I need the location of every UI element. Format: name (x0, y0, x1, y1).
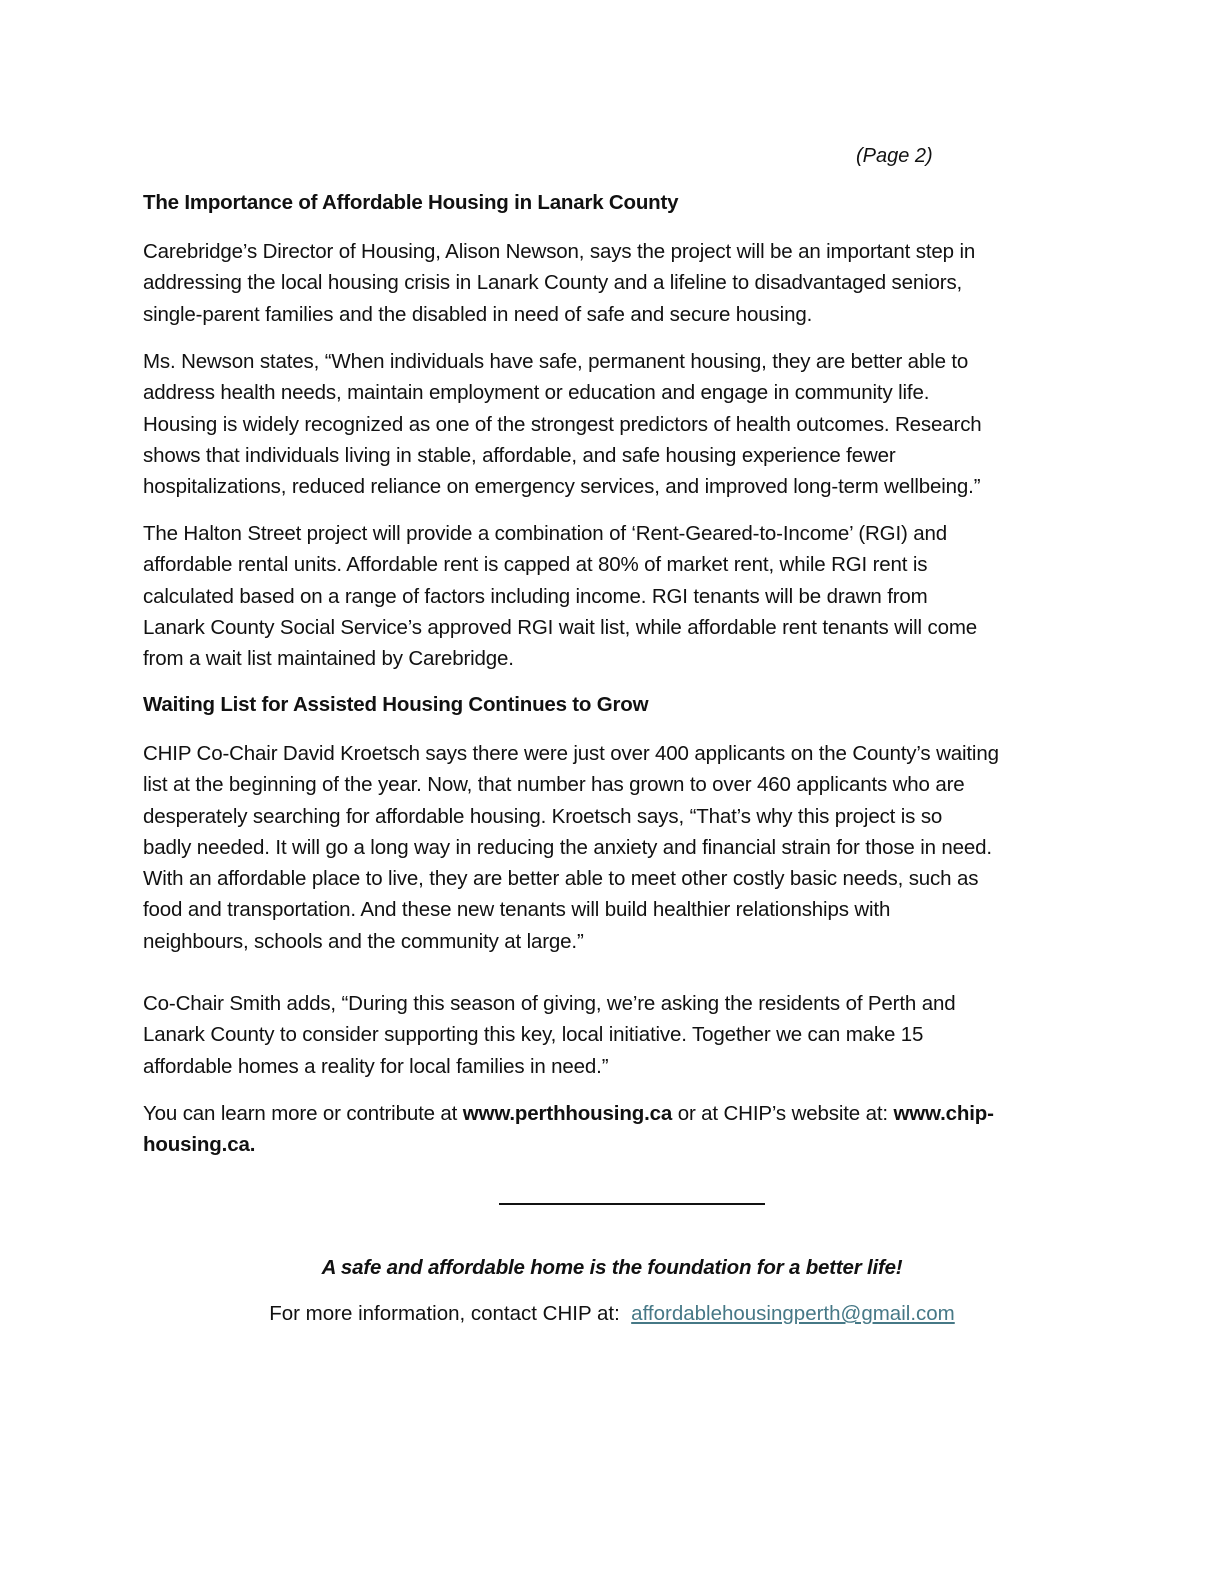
text-line: badly needed. It will go a long way in reducing the anxiety and financial strain for those in need. (143, 835, 992, 859)
contact-prefix: For more information, contact CHIP at: (269, 1302, 632, 1325)
text-line: Carebridge’s Director of Housing, Alison Newson, says the project will be an important step in (143, 240, 976, 263)
paragraph-kroetsch-quote (143, 738, 1118, 957)
contact-line (0, 1302, 1224, 1326)
slogan: A safe and affordable home is the foundation for a better life! (321, 1256, 903, 1279)
section-heading-importance: The Importance of Affordable Housing in Lanark County (143, 191, 679, 214)
text-line: Housing is widely recognized as one of the strongest predictors of health outcomes. Research (143, 412, 982, 436)
text-line: CHIP Co-Chair David Kroetsch says there were just over 400 applicants on the County’s waiting (143, 742, 999, 765)
text-line: addressing the local housing crisis in Lanark County and a lifeline to disadvantaged seniors, (143, 271, 963, 295)
paragraph-smith-quote (143, 988, 1118, 1082)
text-line: list at the beginning of the year. Now, that number has grown to over 460 applicants who are (143, 773, 965, 797)
text-line: single-parent families and the disabled in need of safe and secure housing. (143, 302, 813, 326)
paragraph-halton-street (143, 518, 1118, 674)
page-number: (Page 2) (856, 145, 933, 167)
paragraph-learn-more (143, 1098, 1118, 1161)
text-line: affordable homes a reality for local families in need.” (143, 1054, 609, 1078)
text-line: food and transportation. And these new tenants will build healthier relationships with (143, 898, 891, 922)
text-line: Lanark County Social Service’s approved RGI wait list, while affordable rent tenants will come (143, 615, 978, 639)
text-line: neighbours, schools and the community at large.” (143, 929, 584, 953)
text-line: desperately searching for affordable housing. Kroetsch says, “That’s why this project is so (143, 804, 943, 828)
text-line: shows that individuals living in stable, affordable, and safe housing experience fewer (143, 443, 896, 467)
text-line: Co-Chair Smith adds, “During this season of giving, we’re asking the residents of Perth and (143, 992, 956, 1015)
separator-line (499, 1203, 765, 1205)
text-line: from a wait list maintained by Carebridge. (143, 647, 514, 671)
text-line: affordable rental units. Affordable rent is capped at 80% of market rent, while RGI rent is (143, 553, 928, 577)
text-line: The Halton Street project will provide a combination of ‘Rent-Geared-to-Income’ (RGI) and (143, 522, 947, 545)
text-line: hospitalizations, reduced reliance on emergency services, and improved long-term wellbeing.” (143, 475, 981, 499)
section-heading-waiting-list: Waiting List for Assisted Housing Continues to Grow (143, 693, 649, 716)
text-line: Lanark County to consider supporting this key, local initiative. Together we can make 15 (143, 1023, 924, 1047)
paragraph-director-quote (143, 236, 1118, 330)
learn-more-middle: or at CHIP’s website at: (672, 1102, 894, 1125)
perthhousing-website: www.perthhousing.ca (462, 1102, 673, 1125)
text-line: With an affordable place to live, they are better able to meet other costly basic needs, such as (143, 867, 979, 891)
chip-housing-website: www.chip- (893, 1102, 994, 1125)
text-line: Ms. Newson states, “When individuals have safe, permanent housing, they are better able to (143, 350, 969, 373)
text-line: address health needs, maintain employment or education and engage in community life. (143, 381, 930, 405)
learn-more-prefix: You can learn more or contribute at (143, 1102, 463, 1125)
chip-housing-website-continued: housing.ca. (143, 1133, 256, 1157)
contact-email-link[interactable]: affordablehousingperth@gmail.com (631, 1302, 955, 1325)
text-line (143, 1129, 1118, 1160)
text-line (143, 1098, 1118, 1129)
text-line: calculated based on a range of factors including income. RGI tenants will be drawn from (143, 584, 928, 608)
paragraph-newson-statement (143, 346, 1118, 502)
